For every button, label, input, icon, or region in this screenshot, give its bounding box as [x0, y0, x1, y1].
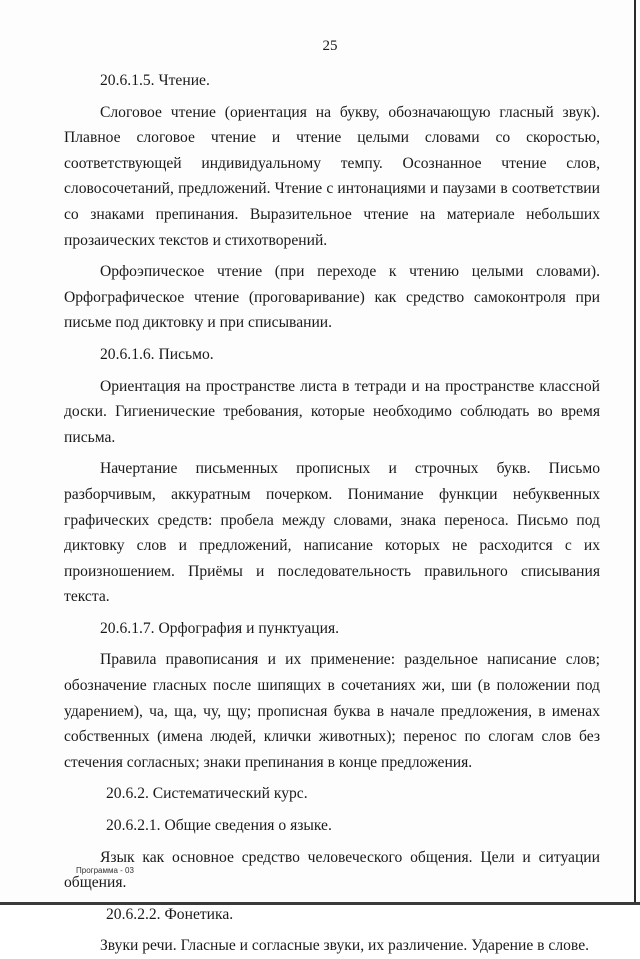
- scan-edge-right: [634, 0, 636, 905]
- paragraph-language-communication: Язык как основное средство человеческого общения. Цели и ситуации общения.: [64, 848, 600, 892]
- section-heading-reading: 20.6.1.5. Чтение.: [100, 72, 210, 89]
- section-heading-writing: 20.6.1.6. Письмо.: [100, 345, 214, 363]
- footer-program-label: Программа - 03: [76, 866, 134, 875]
- paragraph-speech-sounds: Звуки речи. Гласные и согласные звуки, их различение. Ударение в слове.: [100, 937, 590, 955]
- paragraph-letter-writing: Начертание письменных прописных и строчных букв. Письмо разборчивым, аккуратным почерком. Понимание функции небуквенных графических средств: пробела между словами, знака переноса. Письмо под диктовку слов и предложений, написание которых не расходится с их произношением. Приёмы и последовательность правильного списывания текста.: [64, 460, 600, 606]
- section-heading-phonetics: 20.6.2.2. Фонетика.: [106, 905, 234, 923]
- section-heading-systematic-course: 20.6.2. Систематический курс.: [106, 785, 308, 803]
- document-body: [64, 68, 600, 959]
- paragraph-spelling-rules: Правила правописания и их применение: раздельное написание слов; обозначение гласных после шипящих в сочетаниях жи, ши (в положении под ударением), ча, ща, чу, щу; прописная буква в начале предложения, в именах собственных (имена людей, клички животных); перенос по слогам слов без стечения согласных; знаки препинания в конце предложения.: [64, 651, 600, 771]
- section-heading-orthography: 20.6.1.7. Орфография и пунктуация.: [100, 619, 340, 637]
- paragraph-syllabic-reading: Слоговое чтение (ориентация на букву, обозначающую гласный звук). Плавное слоговое чтение и чтение целыми словами со скоростью, соответствующей индивидуальному темпу. Осознанное чтение слов, словосочетаний, предложений. Чтение с интонациями и паузами в соответствии со знаками препинания. Выразительное чтение на материале небольших прозаических текстов и стихотворений.: [64, 103, 600, 249]
- section-heading-general-info: 20.6.2.1. Общие сведения о языке.: [106, 817, 332, 835]
- page-number: 25: [322, 38, 338, 54]
- paragraph-orientation: Ориентация на пространстве листа в тетради и на пространстве классной доски. Гигиенические требования, которые необходимо соблюдать во время письма.: [64, 377, 600, 446]
- paragraph-orthoepic-reading: Орфоэпическое чтение (при переходе к чтению целыми словами). Орфографическое чтение (проговаривание) как средство самоконтроля при письме под диктовку и при списывании.: [64, 263, 600, 332]
